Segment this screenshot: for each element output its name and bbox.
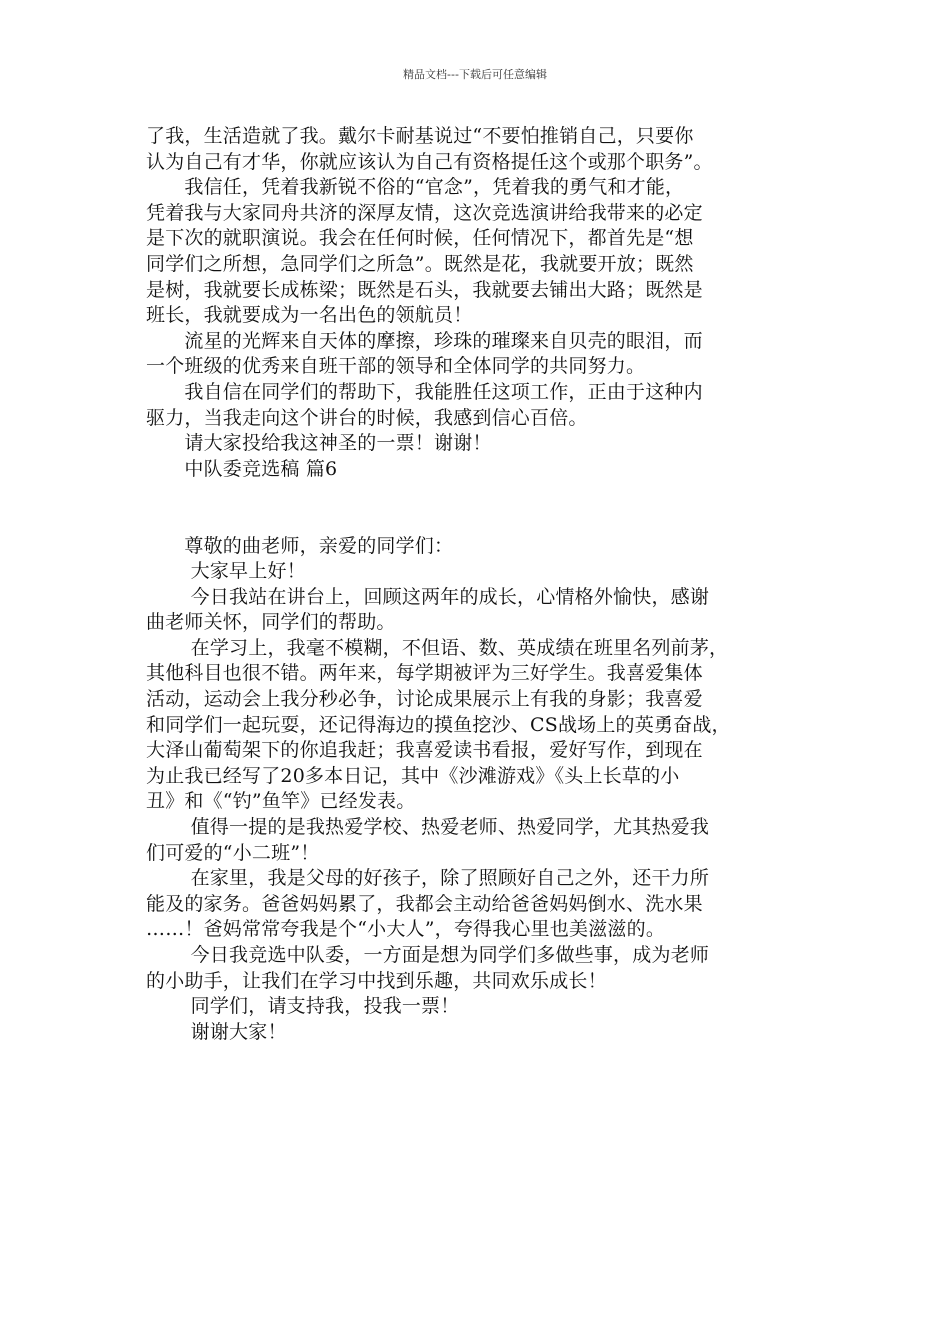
text-line: 凭着我与大家同舟共济的深厚友情，这次竞选演讲给我带来的必定	[146, 201, 703, 224]
text-line: 在家里，我是父母的好孩子，除了照顾好自己之外，还干力所	[146, 867, 710, 890]
text-line: 和同学们一起玩耍，还记得海边的摸鱼挖沙、CS战场上的英勇奋战，	[146, 713, 731, 736]
section-heading: 中队委竞选稿 篇6	[146, 457, 338, 480]
text-line: 大家早上好！	[146, 560, 306, 583]
page-header: 精品文档---下载后可任意编辑	[403, 68, 547, 81]
text-line: 我自信在同学们的帮助下，我能胜任这项工作，正由于这种内	[146, 380, 703, 403]
text-line: 流星的光辉来自天体的摩擦，珍珠的璀璨来自贝壳的眼泪，而	[146, 329, 703, 352]
text-line: 曲老师关怀，同学们的帮助。	[146, 611, 396, 634]
blank-line	[146, 508, 810, 534]
text-line: 丑》和《“钓”鱼竿》已经发表。	[146, 790, 416, 813]
text-line: 一个班级的优秀来自班干部的领导和全体同学的共同努力。	[146, 355, 646, 378]
closing-line: 谢谢大家！	[146, 1020, 287, 1043]
salutation: 尊敬的曲老师，亲爱的同学们：	[146, 534, 454, 557]
text-line: 是树，我就要长成栋梁；既然是石头，我就要去铺出大路；既然是	[146, 278, 703, 301]
text-line: 班长，我就要成为一名出色的领航员！	[146, 304, 473, 327]
blank-line	[146, 482, 810, 508]
text-line: 今日我站在讲台上，回顾这两年的成长，心情格外愉快，感谢	[146, 585, 710, 608]
text-line: 能及的家务。爸爸妈妈累了，我都会主动给爸爸妈妈倒水、洗水果	[146, 892, 703, 915]
text-line: 请大家投给我这神圣的一票！谢谢！	[146, 432, 492, 455]
text-line: 了我，生活造就了我。戴尔卡耐基说过“不要怕推销自己，只要你	[146, 125, 694, 147]
text-line: 认为自己有才华，你就应该认为自己有资格提任这个或那个职务”。	[146, 150, 713, 173]
text-line: 驱力，当我走向这个讲台的时候，我感到信心百倍。	[146, 406, 588, 429]
section-1	[146, 124, 810, 482]
text-line: 大泽山葡萄架下的你追我赶；我喜爱读书看报，爱好写作，到现在	[146, 739, 703, 762]
text-line: 们可爱的“小二班”！	[146, 841, 320, 864]
text-line: 我信任，凭着我新锐不俗的“官念”，凭着我的勇气和才能，	[146, 176, 685, 199]
text-line: 同学们之所想，急同学们之所急”。既然是花，我就要开放；既然	[146, 252, 694, 275]
text-line: 是下次的就职演说。我会在任何时候，任何情况下，都首先是“想	[146, 227, 694, 250]
text-line: 其他科目也很不错。两年来，每学期被评为三好学生。我喜爱集体	[146, 662, 703, 685]
text-line: 为止我已经写了20多本日记，其中《沙滩游戏》《头上长草的小	[146, 764, 680, 787]
document-body	[146, 124, 810, 1045]
text-line: 同学们，请支持我，投我一票！	[146, 995, 460, 1018]
text-line: 的小助手，让我们在学习中找到乐趣，共同欢乐成长！	[146, 969, 607, 992]
text-line: 今日我竞选中队委，一方面是想为同学们多做些事，成为老师	[146, 944, 710, 966]
text-line: 在学习上，我毫不模糊，不但语、数、英成绩在班里名列前茅，	[146, 636, 729, 659]
text-line: 值得一提的是我热爱学校、热爱老师、热爱同学，尤其热爱我	[146, 816, 710, 839]
text-line: 活动，运动会上我分秒必争，讨论成果展示上有我的身影；我喜爱	[146, 688, 703, 711]
section-2	[146, 534, 810, 1046]
text-line: ……！爸妈常常夸我是个“小大人”，夸得我心里也美滋滋的。	[146, 918, 666, 941]
